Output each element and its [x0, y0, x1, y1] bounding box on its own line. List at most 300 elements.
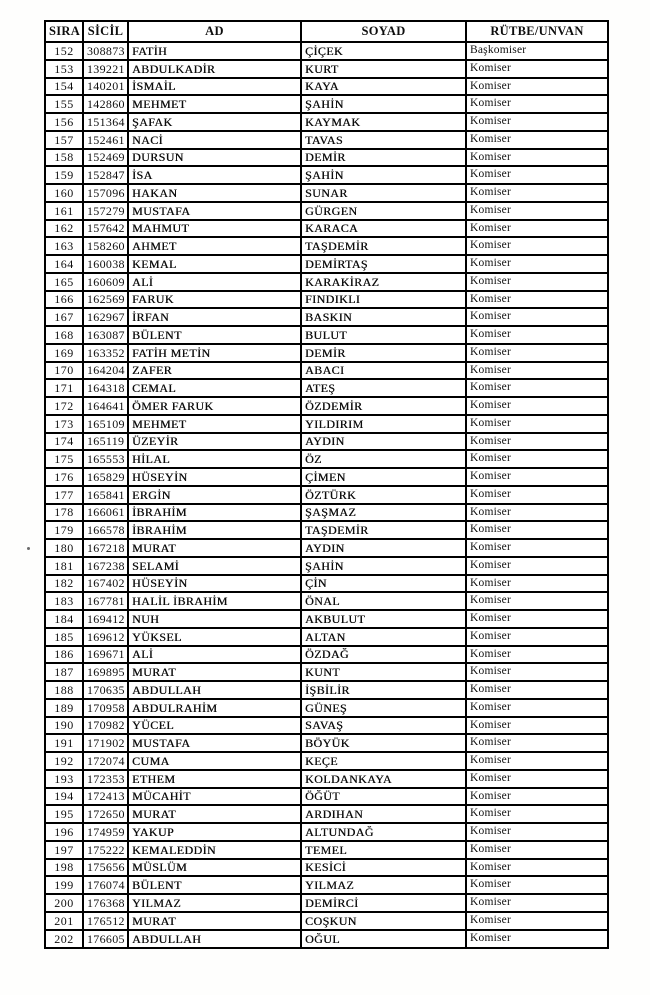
cell-ad: ABDULKADİR	[128, 60, 301, 78]
table-body	[45, 42, 608, 948]
cell-sicil: 167238	[83, 557, 128, 575]
cell-soyad: ŞAHİN	[301, 166, 466, 184]
cell-ad: MURAT	[128, 805, 301, 823]
table-row	[45, 876, 608, 894]
cell-rutbe: Komiser	[466, 308, 608, 326]
table-row	[45, 362, 608, 380]
cell-sicil: 169612	[83, 628, 128, 646]
table-row	[45, 113, 608, 131]
cell-sicil: 163352	[83, 344, 128, 362]
cell-soyad: YILDIRIM	[301, 415, 466, 433]
table-row	[45, 717, 608, 735]
cell-soyad: DEMİR	[301, 344, 466, 362]
cell-rutbe: Komiser	[466, 592, 608, 610]
cell-ad: ETHEM	[128, 770, 301, 788]
cell-sicil: 167402	[83, 575, 128, 593]
cell-ad: ABDULRAHİM	[128, 699, 301, 717]
cell-soyad: ÖZDEMİR	[301, 397, 466, 415]
table-row	[45, 237, 608, 255]
cell-soyad: KEÇE	[301, 752, 466, 770]
cell-soyad: ŞAŞMAZ	[301, 504, 466, 522]
cell-ad: FATİH	[128, 42, 301, 60]
cell-ad: İBRAHİM	[128, 521, 301, 539]
table-row	[45, 734, 608, 752]
cell-ad: YAKUP	[128, 823, 301, 841]
cell-sira: 175	[45, 450, 83, 468]
header-sira: SIRA	[45, 21, 83, 42]
cell-sira: 184	[45, 610, 83, 628]
cell-soyad: ÖNAL	[301, 592, 466, 610]
cell-sira: 190	[45, 717, 83, 735]
cell-sira: 194	[45, 788, 83, 806]
cell-ad: YÜKSEL	[128, 628, 301, 646]
cell-soyad: TEMEL	[301, 841, 466, 859]
table-row	[45, 752, 608, 770]
cell-sicil: 169671	[83, 646, 128, 664]
cell-rutbe: Komiser	[466, 450, 608, 468]
cell-soyad: FINDIKLI	[301, 291, 466, 309]
cell-ad: BÜLENT	[128, 876, 301, 894]
cell-sicil: 166061	[83, 504, 128, 522]
cell-ad: DURSUN	[128, 149, 301, 167]
cell-sicil: 174959	[83, 823, 128, 841]
cell-rutbe: Komiser	[466, 202, 608, 220]
cell-sira: 172	[45, 397, 83, 415]
table-row	[45, 397, 608, 415]
table-row	[45, 166, 608, 184]
cell-sira: 185	[45, 628, 83, 646]
table-row	[45, 788, 608, 806]
cell-sicil: 171902	[83, 734, 128, 752]
cell-sira: 168	[45, 326, 83, 344]
cell-sira: 183	[45, 592, 83, 610]
cell-sira: 199	[45, 876, 83, 894]
header-row	[45, 21, 608, 42]
cell-sira: 181	[45, 557, 83, 575]
cell-soyad: İŞBİLİR	[301, 681, 466, 699]
cell-soyad: ARDIHAN	[301, 805, 466, 823]
cell-sicil: 165829	[83, 468, 128, 486]
cell-soyad: ÇİÇEK	[301, 42, 466, 60]
cell-soyad: KOLDANKAYA	[301, 770, 466, 788]
cell-ad: MEHMET	[128, 95, 301, 113]
cell-ad: ÜZEYİR	[128, 433, 301, 451]
scan-artifact-dot	[27, 547, 30, 550]
cell-sicil: 165553	[83, 450, 128, 468]
cell-rutbe: Komiser	[466, 60, 608, 78]
cell-rutbe: Komiser	[466, 770, 608, 788]
cell-ad: FATİH METİN	[128, 344, 301, 362]
table-row	[45, 433, 608, 451]
cell-sicil: 139221	[83, 60, 128, 78]
cell-soyad: BASKIN	[301, 308, 466, 326]
cell-rutbe: Komiser	[466, 876, 608, 894]
cell-rutbe: Komiser	[466, 930, 608, 949]
cell-sicil: 172353	[83, 770, 128, 788]
cell-sira: 154	[45, 78, 83, 96]
scanned-table-area	[44, 20, 609, 949]
cell-rutbe: Komiser	[466, 326, 608, 344]
cell-rutbe: Komiser	[466, 149, 608, 167]
cell-sira: 196	[45, 823, 83, 841]
cell-rutbe: Komiser	[466, 95, 608, 113]
cell-ad: CEMAL	[128, 379, 301, 397]
cell-sicil: 164641	[83, 397, 128, 415]
personnel-table	[44, 20, 609, 949]
cell-soyad: SAVAŞ	[301, 717, 466, 735]
cell-rutbe: Komiser	[466, 220, 608, 238]
cell-soyad: ÖZTÜRK	[301, 486, 466, 504]
cell-sicil: 175222	[83, 841, 128, 859]
cell-rutbe: Komiser	[466, 575, 608, 593]
table-row	[45, 859, 608, 877]
cell-ad: HAKAN	[128, 184, 301, 202]
cell-rutbe: Komiser	[466, 166, 608, 184]
cell-ad: MÜCAHİT	[128, 788, 301, 806]
cell-sicil: 157279	[83, 202, 128, 220]
cell-soyad: ATEŞ	[301, 379, 466, 397]
cell-soyad: ÖZ	[301, 450, 466, 468]
cell-rutbe: Komiser	[466, 362, 608, 380]
cell-soyad: KESİCİ	[301, 859, 466, 877]
cell-ad: MUSTAFA	[128, 734, 301, 752]
cell-soyad: KAYMAK	[301, 113, 466, 131]
table-row	[45, 291, 608, 309]
table-row	[45, 308, 608, 326]
cell-rutbe: Komiser	[466, 468, 608, 486]
cell-sira: 178	[45, 504, 83, 522]
table-row	[45, 60, 608, 78]
cell-sira: 174	[45, 433, 83, 451]
cell-sicil: 164204	[83, 362, 128, 380]
cell-rutbe: Komiser	[466, 344, 608, 362]
cell-rutbe: Komiser	[466, 823, 608, 841]
table-row	[45, 681, 608, 699]
cell-sicil: 160038	[83, 255, 128, 273]
cell-sicil: 167218	[83, 539, 128, 557]
table-row	[45, 486, 608, 504]
cell-rutbe: Komiser	[466, 699, 608, 717]
cell-ad: KEMAL	[128, 255, 301, 273]
cell-sicil: 157642	[83, 220, 128, 238]
table-row	[45, 504, 608, 522]
cell-ad: FARUK	[128, 291, 301, 309]
cell-rutbe: Komiser	[466, 717, 608, 735]
cell-ad: ABDULLAH	[128, 930, 301, 949]
cell-soyad: DEMİRCİ	[301, 894, 466, 912]
cell-ad: İRFAN	[128, 308, 301, 326]
cell-sicil: 160609	[83, 273, 128, 291]
cell-sicil: 170982	[83, 717, 128, 735]
cell-sicil: 169412	[83, 610, 128, 628]
cell-sira: 166	[45, 291, 83, 309]
cell-soyad: KAYA	[301, 78, 466, 96]
cell-rutbe: Komiser	[466, 859, 608, 877]
cell-ad: ALİ	[128, 273, 301, 291]
cell-soyad: YILMAZ	[301, 876, 466, 894]
cell-sira: 193	[45, 770, 83, 788]
cell-sira: 164	[45, 255, 83, 273]
cell-ad: KEMALEDDİN	[128, 841, 301, 859]
cell-sicil: 176605	[83, 930, 128, 949]
cell-ad: HALİL İBRAHİM	[128, 592, 301, 610]
cell-sicil: 162967	[83, 308, 128, 326]
cell-sira: 201	[45, 912, 83, 930]
table-row	[45, 663, 608, 681]
cell-soyad: ÇİMEN	[301, 468, 466, 486]
cell-ad: HÜSEYİN	[128, 468, 301, 486]
cell-sicil: 152461	[83, 131, 128, 149]
cell-sira: 160	[45, 184, 83, 202]
cell-rutbe: Komiser	[466, 291, 608, 309]
table-row	[45, 539, 608, 557]
cell-sira: 169	[45, 344, 83, 362]
cell-sicil: 165841	[83, 486, 128, 504]
cell-sicil: 164318	[83, 379, 128, 397]
cell-ad: ŞAFAK	[128, 113, 301, 131]
cell-sicil: 170635	[83, 681, 128, 699]
cell-rutbe: Komiser	[466, 521, 608, 539]
table-row	[45, 823, 608, 841]
cell-soyad: KUNT	[301, 663, 466, 681]
table-row	[45, 894, 608, 912]
header-sicil: SİCİL	[83, 21, 128, 42]
cell-rutbe: Komiser	[466, 184, 608, 202]
cell-sicil: 172413	[83, 788, 128, 806]
table-row	[45, 255, 608, 273]
cell-sicil: 152469	[83, 149, 128, 167]
table-row	[45, 450, 608, 468]
cell-sicil: 165119	[83, 433, 128, 451]
cell-rutbe: Komiser	[466, 273, 608, 291]
cell-soyad: ÇİN	[301, 575, 466, 593]
cell-sicil: 158260	[83, 237, 128, 255]
cell-sira: 177	[45, 486, 83, 504]
cell-rutbe: Komiser	[466, 788, 608, 806]
cell-sira: 179	[45, 521, 83, 539]
cell-rutbe: Komiser	[466, 912, 608, 930]
cell-soyad: ABACI	[301, 362, 466, 380]
cell-rutbe: Komiser	[466, 415, 608, 433]
cell-sira: 198	[45, 859, 83, 877]
cell-ad: MEHMET	[128, 415, 301, 433]
cell-sicil: 170958	[83, 699, 128, 717]
cell-soyad: OĞUL	[301, 930, 466, 949]
cell-sicil: 172650	[83, 805, 128, 823]
cell-ad: ZAFER	[128, 362, 301, 380]
cell-sira: 186	[45, 646, 83, 664]
cell-sicil: 308873	[83, 42, 128, 60]
cell-sicil: 151364	[83, 113, 128, 131]
cell-rutbe: Komiser	[466, 78, 608, 96]
cell-sira: 152	[45, 42, 83, 60]
cell-soyad: KARAKİRAZ	[301, 273, 466, 291]
cell-ad: ERGİN	[128, 486, 301, 504]
table-header	[45, 21, 608, 42]
cell-ad: HİLAL	[128, 450, 301, 468]
cell-soyad: KARACA	[301, 220, 466, 238]
cell-rutbe: Komiser	[466, 805, 608, 823]
cell-soyad: GÜRGEN	[301, 202, 466, 220]
cell-soyad: SUNAR	[301, 184, 466, 202]
cell-sicil: 175656	[83, 859, 128, 877]
cell-soyad: TAVAS	[301, 131, 466, 149]
cell-rutbe: Başkomiser	[466, 42, 608, 60]
cell-sicil: 166578	[83, 521, 128, 539]
cell-rutbe: Komiser	[466, 841, 608, 859]
table-row	[45, 699, 608, 717]
cell-sicil: 176512	[83, 912, 128, 930]
table-row	[45, 326, 608, 344]
table-row	[45, 575, 608, 593]
cell-ad: YILMAZ	[128, 894, 301, 912]
cell-soyad: DEMİR	[301, 149, 466, 167]
cell-rutbe: Komiser	[466, 557, 608, 575]
table-row	[45, 42, 608, 60]
cell-ad: MURAT	[128, 539, 301, 557]
cell-rutbe: Komiser	[466, 610, 608, 628]
table-row	[45, 131, 608, 149]
cell-sicil: 172074	[83, 752, 128, 770]
cell-sicil: 140201	[83, 78, 128, 96]
cell-soyad: DEMİRTAŞ	[301, 255, 466, 273]
cell-soyad: AKBULUT	[301, 610, 466, 628]
cell-rutbe: Komiser	[466, 681, 608, 699]
table-row	[45, 557, 608, 575]
cell-sira: 176	[45, 468, 83, 486]
table-row	[45, 415, 608, 433]
cell-ad: İSA	[128, 166, 301, 184]
cell-ad: AHMET	[128, 237, 301, 255]
cell-soyad: AYDIN	[301, 433, 466, 451]
cell-sira: 162	[45, 220, 83, 238]
table-row	[45, 592, 608, 610]
cell-sicil: 176368	[83, 894, 128, 912]
table-row	[45, 220, 608, 238]
header-soyad: SOYAD	[301, 21, 466, 42]
cell-ad: MAHMUT	[128, 220, 301, 238]
cell-rutbe: Komiser	[466, 752, 608, 770]
cell-rutbe: Komiser	[466, 539, 608, 557]
header-rutbe-unvan: RÜTBE/UNVAN	[466, 21, 608, 42]
cell-soyad: KURT	[301, 60, 466, 78]
cell-sira: 173	[45, 415, 83, 433]
table-row	[45, 912, 608, 930]
cell-rutbe: Komiser	[466, 255, 608, 273]
cell-sira: 157	[45, 131, 83, 149]
header-ad: AD	[128, 21, 301, 42]
cell-soyad: ŞAHİN	[301, 95, 466, 113]
cell-soyad: BULUT	[301, 326, 466, 344]
cell-ad: ÖMER FARUK	[128, 397, 301, 415]
table-row	[45, 78, 608, 96]
cell-rutbe: Komiser	[466, 131, 608, 149]
cell-sira: 192	[45, 752, 83, 770]
cell-ad: İSMAİL	[128, 78, 301, 96]
cell-rutbe: Komiser	[466, 397, 608, 415]
cell-sira: 200	[45, 894, 83, 912]
cell-sira: 180	[45, 539, 83, 557]
cell-sira: 187	[45, 663, 83, 681]
cell-sicil: 152847	[83, 166, 128, 184]
table-row	[45, 930, 608, 949]
cell-sira: 202	[45, 930, 83, 949]
cell-sira: 161	[45, 202, 83, 220]
cell-soyad: TAŞDEMİR	[301, 521, 466, 539]
cell-rutbe: Komiser	[466, 113, 608, 131]
cell-ad: ABDULLAH	[128, 681, 301, 699]
cell-sira: 171	[45, 379, 83, 397]
cell-sicil: 167781	[83, 592, 128, 610]
table-row	[45, 646, 608, 664]
table-row	[45, 184, 608, 202]
table-row	[45, 379, 608, 397]
cell-ad: NACİ	[128, 131, 301, 149]
cell-ad: BÜLENT	[128, 326, 301, 344]
cell-sira: 153	[45, 60, 83, 78]
table-row	[45, 628, 608, 646]
cell-ad: CUMA	[128, 752, 301, 770]
cell-sicil: 163087	[83, 326, 128, 344]
cell-soyad: GÜNEŞ	[301, 699, 466, 717]
cell-soyad: ŞAHİN	[301, 557, 466, 575]
cell-soyad: ALTAN	[301, 628, 466, 646]
table-row	[45, 805, 608, 823]
cell-soyad: BÖYÜK	[301, 734, 466, 752]
cell-soyad: COŞKUN	[301, 912, 466, 930]
table-row	[45, 841, 608, 859]
cell-ad: MÜSLÜM	[128, 859, 301, 877]
cell-rutbe: Komiser	[466, 894, 608, 912]
cell-ad: YÜCEL	[128, 717, 301, 735]
cell-sira: 167	[45, 308, 83, 326]
cell-sicil: 169895	[83, 663, 128, 681]
table-row	[45, 149, 608, 167]
table-row	[45, 521, 608, 539]
cell-sira: 188	[45, 681, 83, 699]
cell-rutbe: Komiser	[466, 663, 608, 681]
cell-soyad: ALTUNDAĞ	[301, 823, 466, 841]
cell-rutbe: Komiser	[466, 504, 608, 522]
cell-sicil: 157096	[83, 184, 128, 202]
table-row	[45, 610, 608, 628]
cell-sira: 165	[45, 273, 83, 291]
cell-sira: 197	[45, 841, 83, 859]
cell-rutbe: Komiser	[466, 628, 608, 646]
cell-sira: 163	[45, 237, 83, 255]
table-row	[45, 95, 608, 113]
cell-sicil: 142860	[83, 95, 128, 113]
cell-sira: 191	[45, 734, 83, 752]
cell-sicil: 162569	[83, 291, 128, 309]
cell-ad: HÜSEYİN	[128, 575, 301, 593]
cell-soyad: TAŞDEMİR	[301, 237, 466, 255]
cell-ad: MURAT	[128, 912, 301, 930]
cell-ad: NUH	[128, 610, 301, 628]
cell-rutbe: Komiser	[466, 734, 608, 752]
cell-soyad: AYDIN	[301, 539, 466, 557]
cell-ad: ALİ	[128, 646, 301, 664]
cell-sira: 159	[45, 166, 83, 184]
cell-sicil: 176074	[83, 876, 128, 894]
cell-soyad: ÖZDAĞ	[301, 646, 466, 664]
cell-rutbe: Komiser	[466, 237, 608, 255]
cell-sira: 170	[45, 362, 83, 380]
cell-sira: 158	[45, 149, 83, 167]
cell-sira: 155	[45, 95, 83, 113]
table-row	[45, 468, 608, 486]
table-row	[45, 344, 608, 362]
